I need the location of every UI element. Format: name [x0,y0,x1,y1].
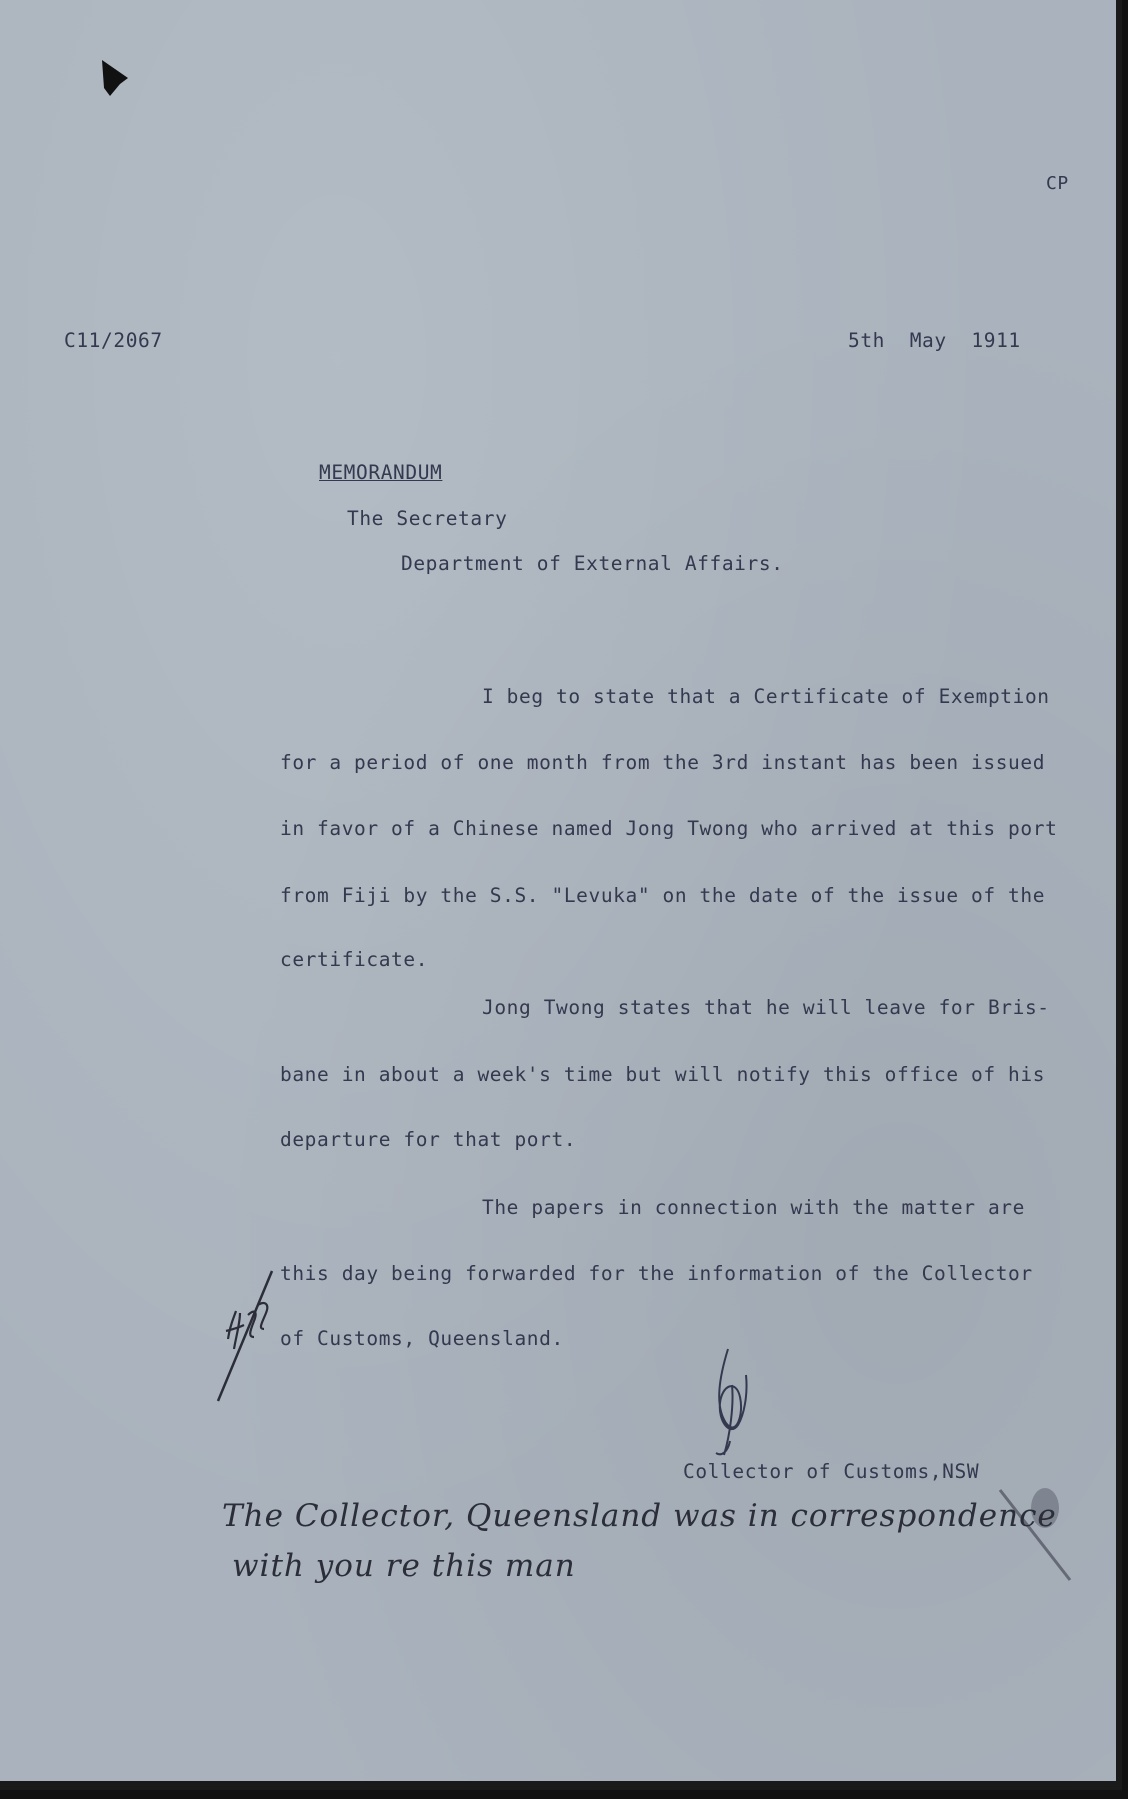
handwritten-annotation-line-1: The Collector, Queensland was in correspondence [222,1498,1057,1534]
addressee-line-1: The Secretary [347,507,508,530]
corner-mark: CP [1046,173,1069,194]
signature-scrawl [700,1345,764,1465]
body-line-9: The papers in connection with the matter are [482,1196,1025,1219]
torn-corner-mark [100,58,132,100]
body-line-8: departure for that port. [280,1128,577,1151]
page-edge-bottom [0,1781,1122,1790]
handwritten-annotation-line-2: with you re this man [232,1548,576,1584]
body-line-11: of Customs, Queensland. [280,1327,564,1350]
document-date: 5th May 1911 [848,329,1021,352]
body-line-3: in favor of a Chinese named Jong Twong who arrived at this port [280,817,1058,840]
addressee-line-2: Department of External Affairs. [401,552,784,575]
body-line-7: bane in about a week's time but will notify this office of his [280,1063,1046,1086]
body-line-5: certificate. [280,948,429,971]
body-line-6: Jong Twong states that he will leave for Bris- [482,996,1050,1019]
signatory-title: Collector of Customs,NSW [683,1460,980,1483]
page-edge-right [1116,0,1122,1790]
body-line-2: for a period of one month from the 3rd instant has been issued [280,751,1046,774]
marginal-initials-signature [214,1265,280,1405]
body-line-4: from Fiji by the S.S. "Levuka" on the date of the issue of the [280,884,1046,907]
memo-heading: MEMORANDUM [319,461,443,484]
body-line-1: I beg to state that a Certificate of Exemption [482,685,1050,708]
reference-number: C11/2067 [64,329,163,352]
body-line-10: this day being forwarded for the information of the Collector [280,1262,1033,1285]
